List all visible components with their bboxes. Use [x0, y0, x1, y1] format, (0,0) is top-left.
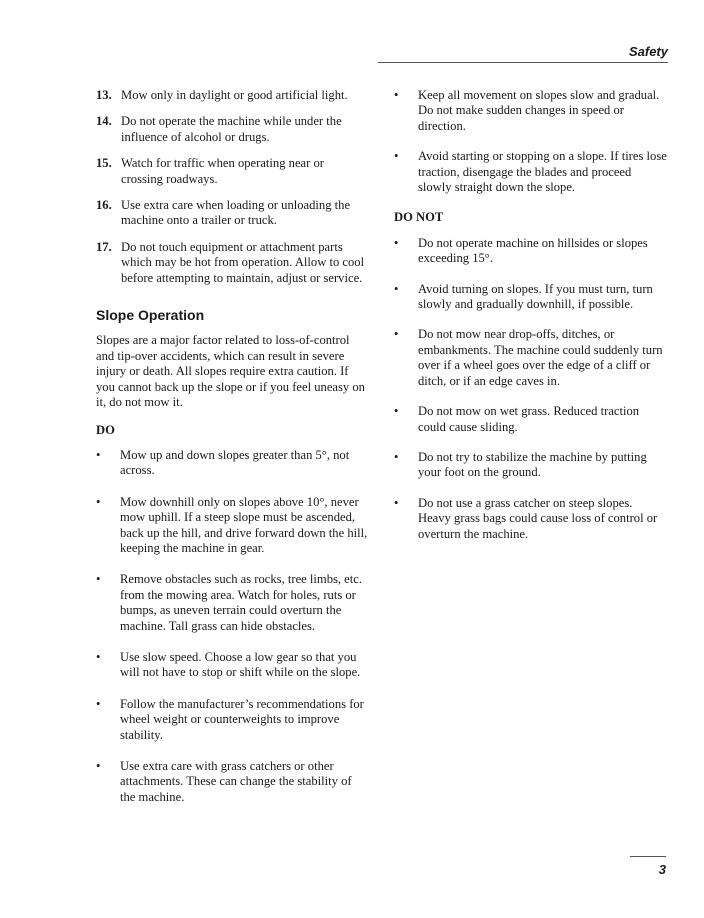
item-number: 14.: [96, 114, 112, 129]
item-text: Use extra care when loading or unloading the machine onto a trailer or truck.: [121, 198, 351, 228]
bullet-text: Use extra care with grass catchers or other attachments. These can change the stability of the machine.: [120, 759, 352, 804]
item-text: Do not touch equipment or attachment parts which may be hot from operation. Allow to cool before attempting to maintain, adjust or service.: [121, 239, 365, 285]
bullet-text: Avoid turning on slopes. If you must turn, turn slowly and gradually downhill, if possible.: [418, 281, 653, 312]
do-list-item: [96, 448, 368, 479]
do-not-list-item: [394, 236, 668, 267]
bullet-icon: •: [96, 447, 101, 462]
numbered-item: [96, 156, 368, 187]
do-list-item: [394, 88, 668, 134]
item-number: 15.: [96, 156, 112, 171]
bullet-icon: •: [394, 495, 399, 510]
bullet-icon: •: [96, 572, 101, 587]
bullet-text: Do not operate machine on hillsides or slopes exceeding 15°.: [418, 235, 648, 266]
bullet-text: Remove obstacles such as rocks, tree limbs, etc. from the mowing area. Watch for holes, ruts or bumps, as uneven terrain could overturn the machine. Tall grass can hide obstacles.: [120, 572, 363, 633]
bullet-text: Mow up and down slopes greater than 5°, not across.: [120, 447, 350, 478]
bullet-icon: •: [394, 235, 399, 250]
item-text: Do not operate the machine while under the influence of alcohol or drugs.: [121, 114, 342, 144]
numbered-item: [96, 198, 368, 229]
numbered-item: [96, 240, 368, 286]
numbered-item: [96, 88, 368, 103]
do-not-list-item: [394, 404, 668, 435]
bullet-icon: •: [96, 649, 101, 664]
bullet-text: Keep all movement on slopes slow and gradual. Do not make sudden changes in speed or direction.: [418, 88, 660, 133]
item-number: 17.: [96, 239, 112, 254]
bullet-icon: •: [96, 494, 101, 509]
do-not-list-item: [394, 496, 668, 542]
bullet-icon: •: [394, 281, 399, 296]
bullet-text: Do not use a grass catcher on steep slopes. Heavy grass bags could cause loss of control or overturn the machine.: [418, 495, 658, 541]
bullet-icon: •: [96, 759, 101, 773]
header-rule: [378, 62, 668, 63]
do-list-item: [96, 759, 368, 805]
item-text: Mow only in daylight or good artificial light.: [121, 88, 348, 102]
item-number: 16.: [96, 198, 112, 213]
bullet-icon: •: [394, 327, 399, 342]
bullet-icon: •: [96, 696, 101, 711]
do-list-item: [96, 650, 368, 681]
bullet-text: Mow downhill only on slopes above 10°, never mow uphill. If a steep slope must be ascended, back up the hill, and drive forward down the hill, keeping the machine in gear.: [120, 494, 368, 555]
do-list-item: [96, 495, 368, 557]
item-number: 13.: [96, 88, 112, 102]
do-not-list-item: [394, 450, 668, 481]
do-not-list-item: [394, 327, 668, 389]
bullet-icon: •: [394, 149, 399, 164]
bullet-text: Do not mow near drop-offs, ditches, or embankments. The machine could suddenly turn over if a wheel goes over the edge of a cliff or ditch, or if an edge caves in.: [418, 327, 663, 388]
slope-intro-paragraph: Slopes are a major factor related to loss-of-control and tip-over accidents, which can result in severe injury or death. All slopes require extra caution. If you cannot back up the slope or if you feel uneasy on it, do not mow it.: [96, 333, 365, 410]
bullet-text: Do not mow on wet grass. Reduced traction could cause sliding.: [418, 404, 640, 434]
bullet-text: Follow the manufacturer’s recommendations for wheel weight or counterweights to improve stability.: [120, 696, 364, 742]
bullet-icon: •: [394, 88, 399, 102]
section-heading-slope-operation: Slope Operation: [96, 307, 205, 324]
do-list-item: [96, 697, 368, 743]
left-column: [96, 88, 368, 821]
do-not-heading: DO NOT: [394, 210, 444, 225]
footer-rule: [630, 856, 666, 857]
do-heading: DO: [96, 422, 115, 437]
bullet-icon: •: [394, 404, 399, 419]
do-not-list-item: [394, 282, 668, 313]
do-list-item: [394, 149, 668, 195]
bullet-text: Use slow speed. Choose a low gear so that you will not have to stop or shift while on the slope.: [120, 649, 361, 680]
right-column: [394, 88, 668, 557]
page-number: 3: [658, 862, 666, 877]
bullet-icon: •: [394, 449, 399, 464]
bullet-text: Do not try to stabilize the machine by putting your foot on the ground.: [418, 449, 647, 480]
page-header-title: Safety: [628, 44, 668, 59]
item-text: Watch for traffic when operating near or crossing roadways.: [121, 156, 324, 186]
do-list-item: [96, 572, 368, 634]
numbered-item: [96, 114, 368, 145]
bullet-text: Avoid starting or stopping on a slope. If tires lose traction, disengage the blades and proceed slowly straight down the slope.: [418, 149, 667, 195]
